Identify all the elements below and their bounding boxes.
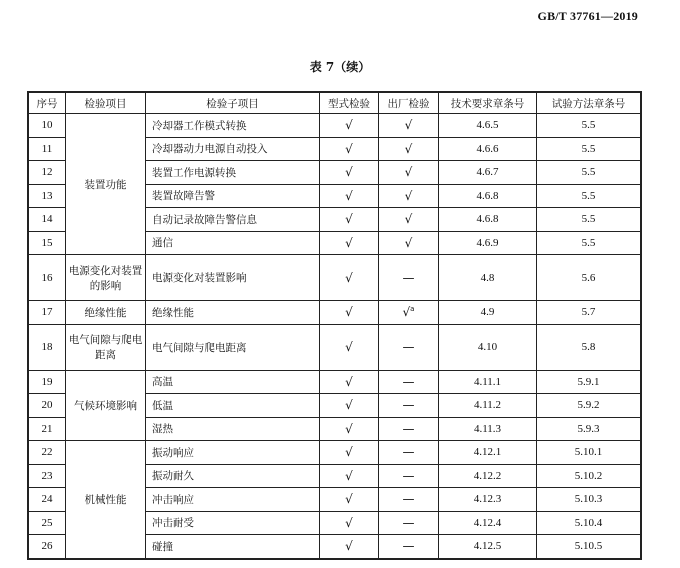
requirement-clause: 4.12.1 <box>439 441 537 465</box>
table-row <box>29 255 641 301</box>
row-number: 15 <box>29 231 66 255</box>
row-number: 19 <box>29 370 66 394</box>
factory-test-cell: — <box>379 488 439 512</box>
factory-test-cell: √ <box>379 137 439 161</box>
factory-test-cell: √ <box>379 114 439 138</box>
method-clause: 5.10.4 <box>537 511 641 535</box>
requirement-clause: 4.12.5 <box>439 535 537 559</box>
requirement-clause: 4.12.2 <box>439 464 537 488</box>
row-number: 17 <box>29 301 66 325</box>
method-clause: 5.8 <box>537 324 641 370</box>
subitem-cell: 冲击耐受 <box>146 511 320 535</box>
factory-test-cell: — <box>379 255 439 301</box>
table-row <box>29 441 641 465</box>
requirement-clause: 4.11.1 <box>439 370 537 394</box>
factory-test-cell: — <box>379 370 439 394</box>
requirement-clause: 4.6.8 <box>439 184 537 208</box>
method-clause: 5.9.2 <box>537 394 641 418</box>
row-number: 20 <box>29 394 66 418</box>
item-cell: 电气间隙与爬电距离 <box>66 324 146 370</box>
method-clause: 5.7 <box>537 301 641 325</box>
method-clause: 5.5 <box>537 137 641 161</box>
header-cell: 检验子项目 <box>146 93 320 114</box>
item-cell: 机械性能 <box>66 441 146 559</box>
type-test-cell: √ <box>320 114 379 138</box>
item-cell: 气候环境影响 <box>66 370 146 441</box>
type-test-cell: √ <box>320 488 379 512</box>
method-clause: 5.6 <box>537 255 641 301</box>
method-clause: 5.10.2 <box>537 464 641 488</box>
type-test-cell: √ <box>320 417 379 441</box>
item-cell: 电源变化对装置的影响 <box>66 255 146 301</box>
factory-test-cell: — <box>379 394 439 418</box>
subitem-cell: 碰撞 <box>146 535 320 559</box>
method-clause: 5.5 <box>537 184 641 208</box>
requirement-clause: 4.9 <box>439 301 537 325</box>
requirement-clause: 4.11.3 <box>439 417 537 441</box>
subitem-cell: 绝缘性能 <box>146 301 320 325</box>
subitem-cell: 湿热 <box>146 417 320 441</box>
type-test-cell: √ <box>320 161 379 185</box>
requirement-clause: 4.6.6 <box>439 137 537 161</box>
item-cell: 绝缘性能 <box>66 301 146 325</box>
requirement-clause: 4.12.4 <box>439 511 537 535</box>
method-clause: 5.5 <box>537 161 641 185</box>
method-clause: 5.10.5 <box>537 535 641 559</box>
method-clause: 5.5 <box>537 231 641 255</box>
table-row <box>29 114 641 138</box>
item-cell: 装置功能 <box>66 114 146 255</box>
row-number: 25 <box>29 511 66 535</box>
type-test-cell: √ <box>320 511 379 535</box>
type-test-cell: √ <box>320 255 379 301</box>
requirement-clause: 4.10 <box>439 324 537 370</box>
method-clause: 5.10.3 <box>537 488 641 512</box>
table-row <box>29 370 641 394</box>
row-number: 23 <box>29 464 66 488</box>
factory-test-cell: √ <box>379 161 439 185</box>
subitem-cell: 通信 <box>146 231 320 255</box>
row-number: 21 <box>29 417 66 441</box>
factory-test-cell: — <box>379 464 439 488</box>
row-number: 22 <box>29 441 66 465</box>
header-cell: 型式检验 <box>320 93 379 114</box>
type-test-cell: √ <box>320 535 379 559</box>
header-cell: 试验方法章条号 <box>537 93 641 114</box>
row-number: 26 <box>29 535 66 559</box>
factory-test-cell: — <box>379 535 439 559</box>
factory-test-cell: √ <box>379 231 439 255</box>
header-cell: 技术要求章条号 <box>439 93 537 114</box>
inspection-table <box>28 92 641 559</box>
type-test-cell: √ <box>320 184 379 208</box>
row-number: 13 <box>29 184 66 208</box>
factory-check: √ <box>402 305 411 320</box>
requirement-clause: 4.6.7 <box>439 161 537 185</box>
type-test-cell: √ <box>320 301 379 325</box>
requirement-clause: 4.6.8 <box>439 208 537 232</box>
row-number: 11 <box>29 137 66 161</box>
factory-test-cell: — <box>379 511 439 535</box>
row-number: 14 <box>29 208 66 232</box>
subitem-cell: 冷却器工作模式转换 <box>146 114 320 138</box>
factory-test-cell: — <box>379 441 439 465</box>
table-header-row <box>29 93 641 114</box>
subitem-cell: 冲击响应 <box>146 488 320 512</box>
table-title: 表 7（续） <box>309 60 371 74</box>
type-test-cell: √ <box>320 394 379 418</box>
subitem-cell: 低温 <box>146 394 320 418</box>
method-clause: 5.5 <box>537 208 641 232</box>
subitem-cell: 自动记录故障告警信息 <box>146 208 320 232</box>
requirement-clause: 4.6.9 <box>439 231 537 255</box>
table-row <box>29 301 641 325</box>
factory-test-cell: √ <box>379 208 439 232</box>
factory-test-cell: √ <box>379 184 439 208</box>
subitem-cell: 振动耐久 <box>146 464 320 488</box>
standard-code: GB/T 37761—2019 <box>537 9 638 23</box>
type-test-cell: √ <box>320 464 379 488</box>
row-number: 12 <box>29 161 66 185</box>
subitem-cell: 冷却器动力电源自动投入 <box>146 137 320 161</box>
table-row <box>29 324 641 370</box>
factory-test-cell: — <box>379 324 439 370</box>
subitem-cell: 高温 <box>146 370 320 394</box>
type-test-cell: √ <box>320 441 379 465</box>
subitem-cell: 装置故障告警 <box>146 184 320 208</box>
row-number: 24 <box>29 488 66 512</box>
row-number: 16 <box>29 255 66 301</box>
method-clause: 5.9.1 <box>537 370 641 394</box>
factory-test-cell <box>379 301 439 325</box>
subitem-cell: 振动响应 <box>146 441 320 465</box>
requirement-clause: 4.6.5 <box>439 114 537 138</box>
type-test-cell: √ <box>320 231 379 255</box>
method-clause: 5.10.1 <box>537 441 641 465</box>
method-clause: 5.9.3 <box>537 417 641 441</box>
type-test-cell: √ <box>320 137 379 161</box>
subitem-cell: 电源变化对装置影响 <box>146 255 320 301</box>
method-clause: 5.5 <box>537 114 641 138</box>
header-cell: 序号 <box>29 93 66 114</box>
header-cell: 出厂检验 <box>379 93 439 114</box>
footnote-mark: a <box>410 305 415 314</box>
row-number: 10 <box>29 114 66 138</box>
header-cell: 检验项目 <box>66 93 146 114</box>
row-number: 18 <box>29 324 66 370</box>
requirement-clause: 4.8 <box>439 255 537 301</box>
factory-test-cell: — <box>379 417 439 441</box>
subitem-cell: 装置工作电源转换 <box>146 161 320 185</box>
requirement-clause: 4.12.3 <box>439 488 537 512</box>
subitem-cell: 电气间隙与爬电距离 <box>146 324 320 370</box>
requirement-clause: 4.11.2 <box>439 394 537 418</box>
type-test-cell: √ <box>320 324 379 370</box>
type-test-cell: √ <box>320 208 379 232</box>
type-test-cell: √ <box>320 370 379 394</box>
